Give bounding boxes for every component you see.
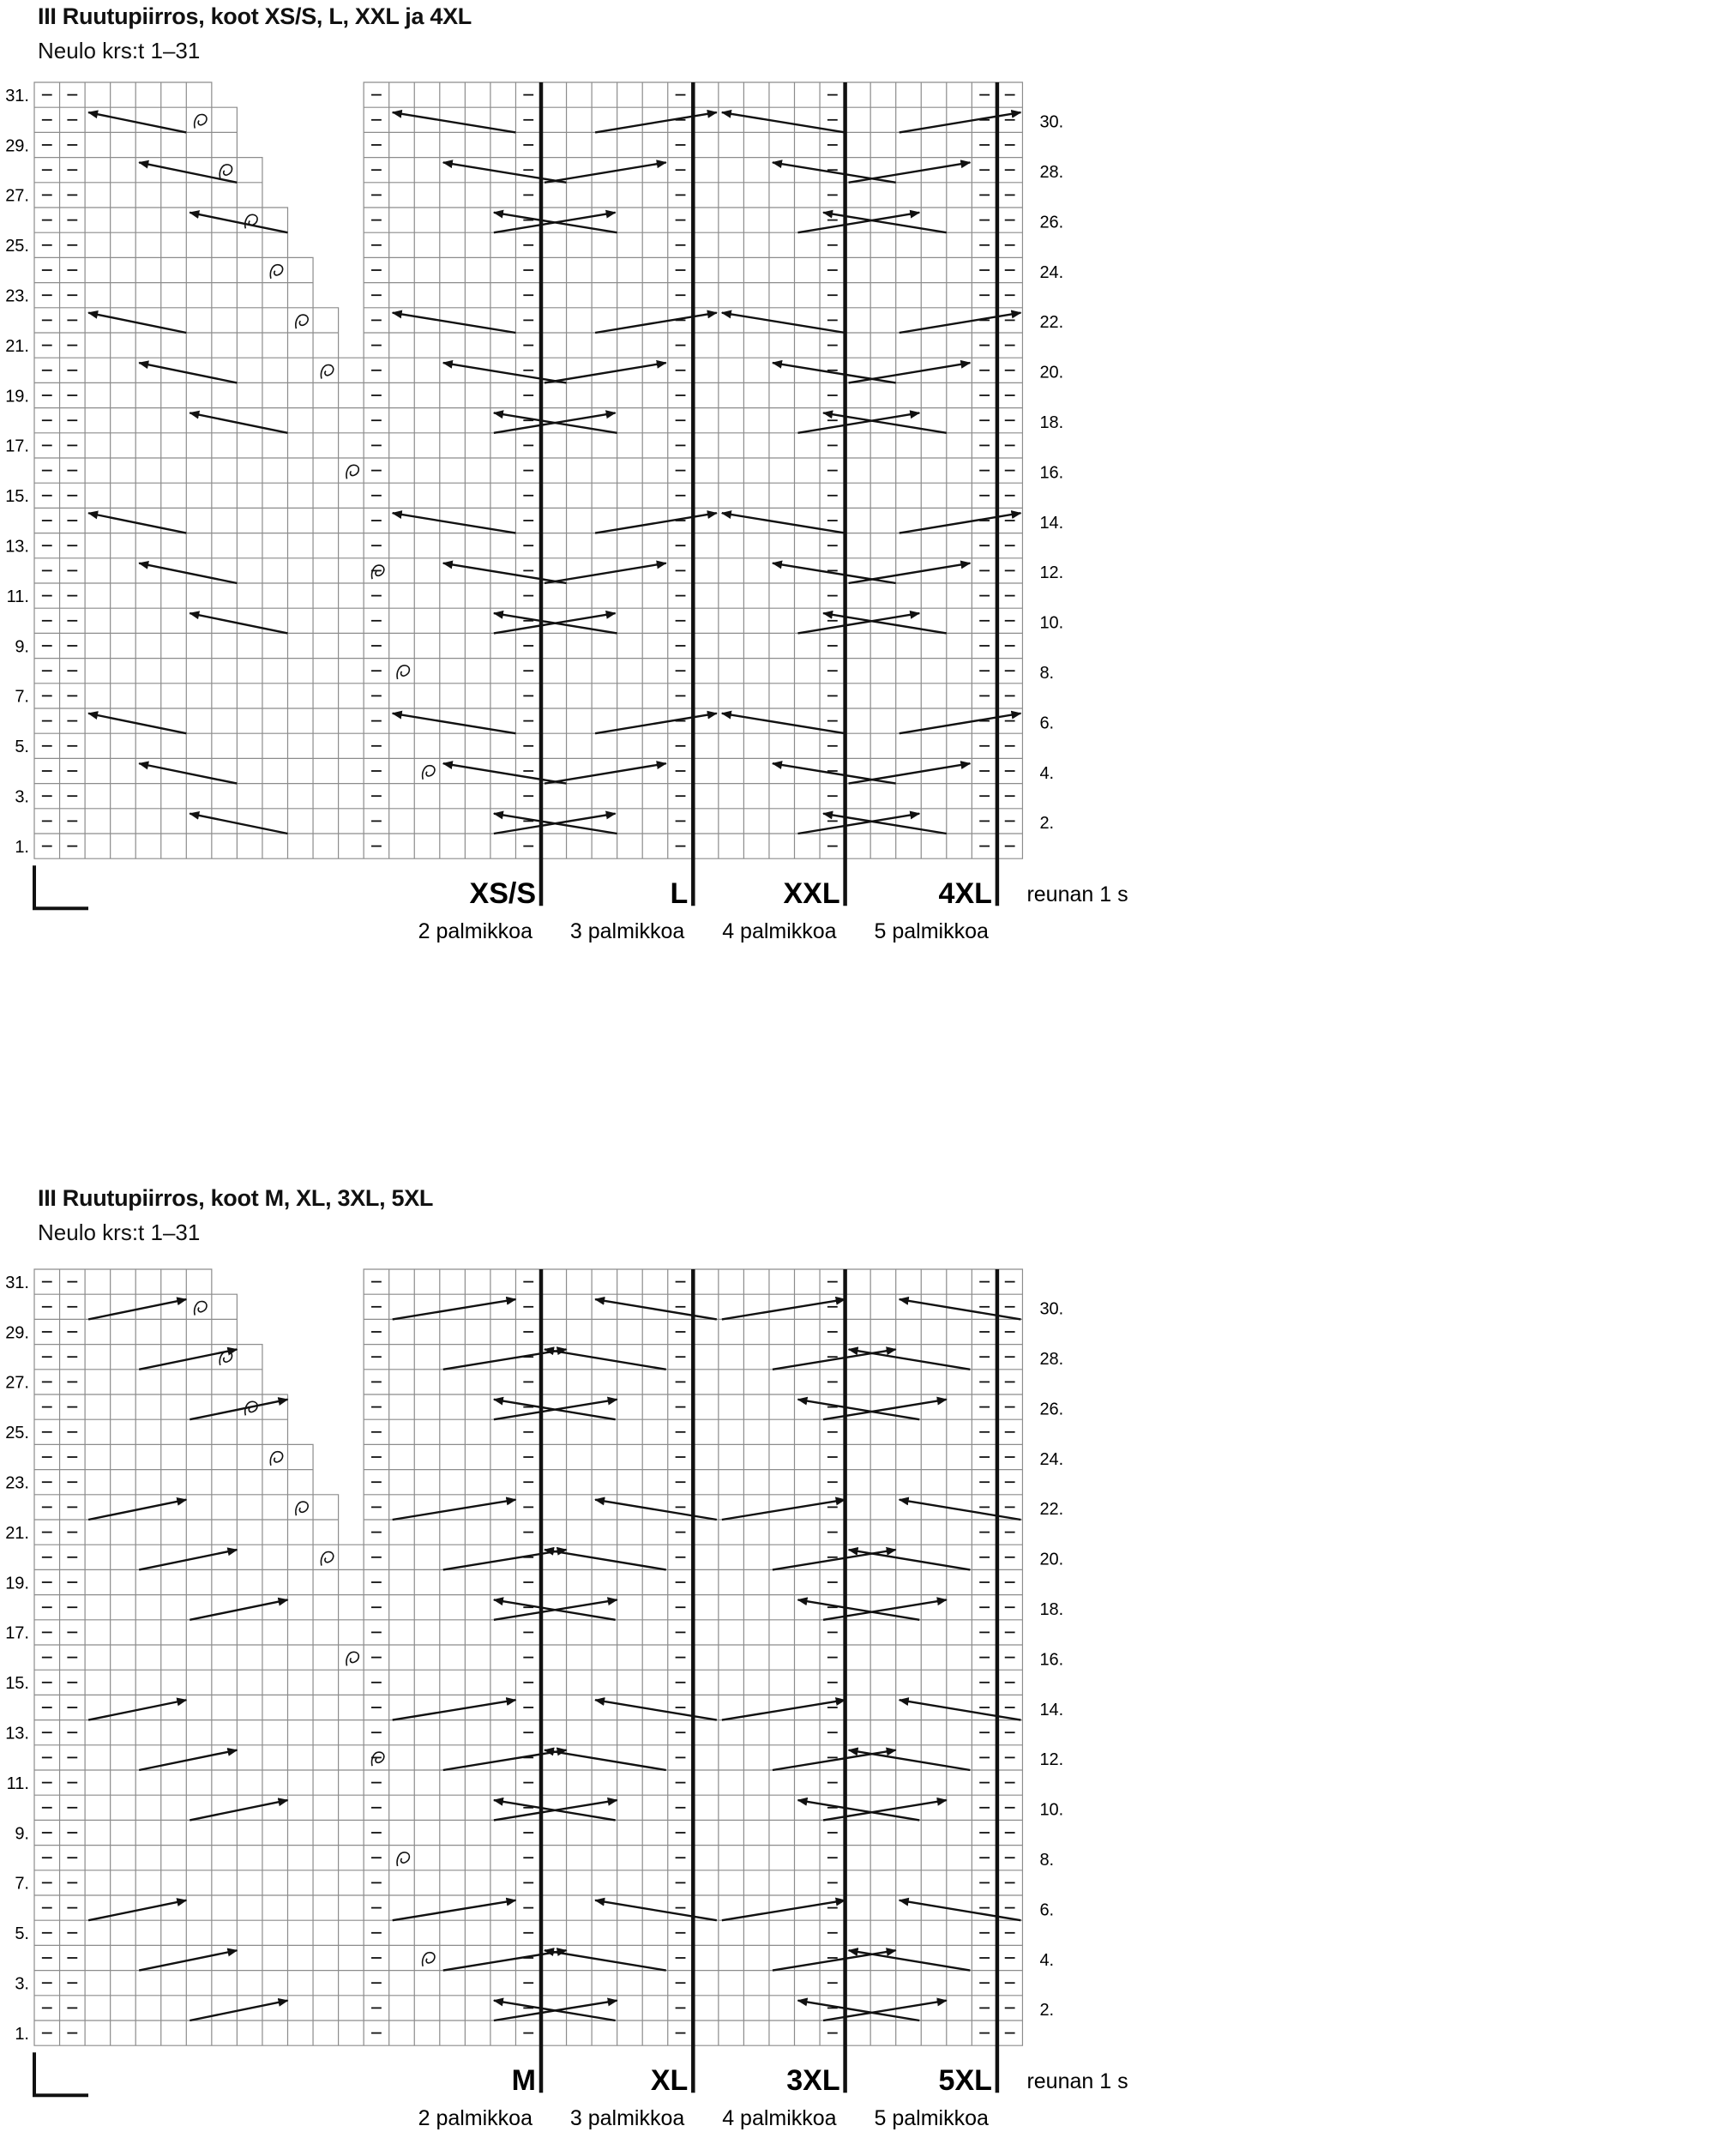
- decrease-loop-icon: [346, 465, 358, 479]
- cable-arrow: [190, 613, 287, 633]
- decrease-loop-icon: [296, 1502, 308, 1515]
- row-label-left: 9.: [15, 637, 29, 657]
- cable-arrow: [900, 1500, 1021, 1520]
- cable-arrow: [443, 162, 567, 182]
- cable-arrow: [443, 563, 567, 583]
- row-label-left: 1.: [15, 2024, 29, 2044]
- row-label-right: 16.: [1039, 463, 1064, 483]
- row-label-right: 30.: [1039, 1299, 1064, 1319]
- cable-arrow: [798, 2001, 920, 2020]
- cable-arrow: [443, 363, 567, 382]
- row-label-right: 8.: [1039, 1850, 1055, 1870]
- cable-arrow: [722, 513, 845, 533]
- cable-arrow: [900, 112, 1021, 132]
- cable-arrow: [823, 1400, 947, 1419]
- cable-arrow: [900, 313, 1021, 333]
- row-label-left: 5.: [15, 738, 29, 757]
- row-label-left: 29.: [5, 1323, 29, 1343]
- cable-arrow: [773, 1750, 896, 1770]
- cable-arrow: [900, 714, 1021, 733]
- cable-arrow: [139, 162, 237, 182]
- cable-arrow: [139, 1950, 237, 1970]
- size-label: 5XL: [938, 2064, 992, 2098]
- braid-count-label: 3 palmikkoa: [569, 919, 685, 944]
- row-label-left: 27.: [5, 186, 29, 206]
- cable-arrow: [722, 1900, 845, 1920]
- cable-arrow: [798, 814, 920, 834]
- size-label: XS/S: [469, 877, 536, 911]
- cable-arrow: [545, 763, 666, 783]
- cable-arrow: [139, 1349, 237, 1369]
- knitting-chart-grid: [0, 1182, 1733, 2156]
- chart-subtitle: Neulo krs:t 1–31: [38, 1220, 201, 1245]
- row-label-left: 25.: [5, 237, 29, 256]
- cable-arrows: [88, 112, 1020, 834]
- cable-arrow: [722, 1700, 845, 1719]
- row-label-right: 26.: [1039, 213, 1064, 232]
- row-label-right: 12.: [1039, 1750, 1064, 1770]
- cable-arrow: [823, 1599, 947, 1619]
- decrease-loop-icon: [195, 1302, 207, 1316]
- row-label-right: 6.: [1039, 1900, 1055, 1920]
- cable-arrow: [88, 1700, 186, 1719]
- cable-arrow: [823, 613, 947, 633]
- cable-arrow: [900, 1700, 1021, 1719]
- row-label-right: 28.: [1039, 1349, 1064, 1369]
- row-label-left: 11.: [6, 1774, 29, 1793]
- cable-arrow: [595, 1900, 717, 1920]
- cable-arrow: [773, 563, 896, 583]
- size-label: 4XL: [938, 877, 992, 911]
- cable-arrow: [773, 1950, 896, 1970]
- cable-arrow: [595, 1500, 717, 1520]
- cable-arrow: [139, 563, 237, 583]
- decrease-loop-icon: [270, 1452, 282, 1466]
- row-label-left: 15.: [5, 1674, 29, 1694]
- row-label-left: 13.: [5, 1724, 29, 1743]
- cable-arrow: [88, 714, 186, 733]
- row-label-right: 4.: [1039, 763, 1055, 783]
- cable-arrow: [595, 313, 717, 333]
- cable-arrow: [545, 363, 666, 382]
- cable-arrow: [545, 563, 666, 583]
- cable-arrow: [393, 513, 516, 533]
- cable-arrow: [595, 1299, 717, 1319]
- cable-arrow: [393, 313, 516, 333]
- row-label-right: 2.: [1039, 2001, 1055, 2020]
- decrease-loop-icon: [220, 165, 232, 178]
- cable-arrow: [773, 162, 896, 182]
- cable-arrow: [88, 1900, 186, 1920]
- corner-bracket: [34, 865, 88, 908]
- row-label-right: 24.: [1039, 1449, 1064, 1469]
- cable-arrow: [595, 513, 717, 533]
- row-label-left: 21.: [5, 336, 29, 356]
- row-label-left: 5.: [15, 1924, 29, 1944]
- braid-count-label: 4 palmikkoa: [722, 2106, 837, 2131]
- decrease-loop-icon: [372, 565, 384, 579]
- cable-arrow: [849, 763, 971, 783]
- cable-arrow: [595, 1700, 717, 1719]
- cable-arrow: [823, 2001, 947, 2020]
- row-label-right: 2.: [1039, 814, 1055, 834]
- cable-arrow: [88, 1500, 186, 1520]
- cable-arrow: [139, 1750, 237, 1770]
- cable-arrow: [139, 363, 237, 382]
- cable-arrow: [393, 1900, 516, 1920]
- decrease-loop-icon: [321, 1552, 333, 1566]
- row-label-left: 31.: [5, 86, 29, 105]
- cable-arrow: [849, 1750, 971, 1770]
- decrease-loop-icon: [372, 1752, 384, 1766]
- row-label-left: 31.: [5, 1273, 29, 1292]
- cable-arrow: [88, 513, 186, 533]
- size-label: XXL: [783, 877, 840, 911]
- cable-arrow: [190, 1800, 287, 1820]
- cable-arrow: [798, 613, 920, 633]
- cable-arrow: [849, 1349, 971, 1369]
- cable-arrow: [88, 313, 186, 333]
- cable-arrow: [823, 814, 947, 834]
- cable-arrow: [443, 1550, 567, 1569]
- braid-count-label: 2 palmikkoa: [418, 919, 533, 944]
- braid-count-label: 4 palmikkoa: [722, 919, 837, 944]
- size-label: L: [670, 877, 689, 911]
- cable-arrow: [722, 1299, 845, 1319]
- row-label-left: 19.: [5, 1574, 29, 1593]
- cable-arrow: [849, 162, 971, 182]
- cable-arrow: [545, 1550, 666, 1569]
- row-label-left: 3.: [15, 1974, 29, 1994]
- row-label-right: 18.: [1039, 413, 1064, 432]
- decrease-symbols: [195, 1302, 435, 1966]
- cable-arrow: [849, 1550, 971, 1569]
- cable-arrow: [88, 1299, 186, 1319]
- row-label-left: 17.: [5, 437, 29, 456]
- row-label-left: 13.: [5, 537, 29, 557]
- cable-arrow: [443, 1950, 567, 1970]
- row-label-right: 14.: [1039, 1700, 1064, 1719]
- edge-stitch-label: reunan 1 s: [1026, 882, 1128, 907]
- cable-arrow: [798, 1800, 920, 1820]
- cable-arrow: [545, 1950, 666, 1970]
- cable-arrow: [443, 1750, 567, 1770]
- cable-arrow: [798, 1400, 920, 1419]
- row-label-right: 16.: [1039, 1650, 1064, 1670]
- cable-arrow: [595, 112, 717, 132]
- cable-arrow: [88, 112, 186, 132]
- cable-arrow: [393, 112, 516, 132]
- cable-arrow: [773, 1349, 896, 1369]
- cable-arrow: [595, 714, 717, 733]
- cable-arrow: [798, 413, 920, 432]
- row-label-right: 28.: [1039, 162, 1064, 182]
- cable-arrow: [823, 1800, 947, 1820]
- cable-arrow: [393, 1700, 516, 1719]
- cable-arrow: [190, 413, 287, 432]
- row-label-right: 24.: [1039, 262, 1064, 282]
- cable-arrow: [900, 1900, 1021, 1920]
- cable-arrow: [443, 1349, 567, 1369]
- row-label-left: 7.: [15, 687, 29, 707]
- knitting-chart-grid: [0, 0, 1733, 978]
- row-label-left: 11.: [6, 587, 29, 606]
- cable-arrow: [722, 714, 845, 733]
- size-label: 3XL: [786, 2064, 840, 2098]
- decrease-loop-icon: [397, 665, 409, 679]
- row-label-right: 26.: [1039, 1400, 1064, 1419]
- row-label-right: 18.: [1039, 1599, 1064, 1619]
- cable-arrow: [545, 1750, 666, 1770]
- cable-arrow: [722, 1500, 845, 1520]
- row-label-right: 30.: [1039, 112, 1064, 132]
- row-label-right: 6.: [1039, 714, 1055, 733]
- cable-arrow: [849, 1950, 971, 1970]
- size-label: M: [511, 2064, 536, 2098]
- row-label-left: 23.: [5, 1473, 29, 1493]
- row-label-left: 3.: [15, 787, 29, 807]
- cable-arrow: [545, 1349, 666, 1369]
- cable-arrow: [190, 1400, 287, 1419]
- cable-arrow: [849, 363, 971, 382]
- cable-arrow: [393, 714, 516, 733]
- cable-arrow: [823, 213, 947, 232]
- cable-arrow: [798, 1599, 920, 1619]
- cable-arrow: [849, 563, 971, 583]
- row-label-left: 19.: [5, 387, 29, 407]
- braid-count-label: 5 palmikkoa: [874, 919, 989, 944]
- cable-arrow: [545, 162, 666, 182]
- cable-arrow: [773, 363, 896, 382]
- row-label-left: 21.: [5, 1523, 29, 1543]
- cable-arrow: [190, 814, 287, 834]
- size-label: XL: [650, 2064, 689, 2098]
- decrease-loop-icon: [423, 1953, 435, 1966]
- row-label-right: 10.: [1039, 613, 1064, 633]
- corner-bracket: [34, 2052, 88, 2095]
- cable-arrow: [190, 2001, 287, 2020]
- cable-arrow: [443, 763, 567, 783]
- braid-count-label: 3 palmikkoa: [569, 2106, 685, 2131]
- cable-arrow: [139, 763, 237, 783]
- cable-arrows: [88, 1299, 1020, 2020]
- row-label-right: 14.: [1039, 513, 1064, 533]
- cable-arrow: [139, 1550, 237, 1569]
- row-label-left: 9.: [15, 1824, 29, 1844]
- cable-arrow: [900, 1299, 1021, 1319]
- decrease-symbols: [195, 115, 435, 780]
- cable-arrow: [190, 213, 287, 232]
- cable-arrow: [798, 213, 920, 232]
- decrease-loop-icon: [195, 115, 207, 129]
- row-label-right: 20.: [1039, 1550, 1064, 1569]
- edge-stitch-label: reunan 1 s: [1026, 2069, 1128, 2094]
- decrease-loop-icon: [397, 1852, 409, 1866]
- cable-arrow: [773, 1550, 896, 1569]
- braid-count-label: 5 palmikkoa: [874, 2106, 989, 2131]
- row-label-right: 22.: [1039, 313, 1064, 333]
- cable-arrow: [190, 1599, 287, 1619]
- decrease-loop-icon: [346, 1652, 358, 1665]
- decrease-loop-icon: [270, 265, 282, 279]
- cable-arrow: [393, 1500, 516, 1520]
- row-label-left: 25.: [5, 1424, 29, 1443]
- row-label-left: 27.: [5, 1373, 29, 1393]
- cable-arrow: [823, 413, 947, 432]
- row-label-left: 15.: [5, 487, 29, 507]
- chart-title: III Ruutupiirros, koot XS/S, L, XXL ja 4XL: [38, 3, 472, 29]
- decrease-loop-icon: [423, 766, 435, 780]
- row-label-right: 4.: [1039, 1950, 1055, 1970]
- cable-arrow: [900, 513, 1021, 533]
- cable-arrow: [722, 313, 845, 333]
- row-label-left: 29.: [5, 136, 29, 156]
- chart-subtitle: Neulo krs:t 1–31: [38, 38, 201, 63]
- row-label-right: 22.: [1039, 1500, 1064, 1520]
- row-label-left: 1.: [15, 837, 29, 857]
- row-label-right: 10.: [1039, 1800, 1064, 1820]
- row-label-left: 17.: [5, 1623, 29, 1643]
- row-label-right: 12.: [1039, 563, 1064, 583]
- row-label-right: 8.: [1039, 663, 1055, 683]
- decrease-loop-icon: [321, 365, 333, 379]
- cable-arrow: [773, 763, 896, 783]
- cable-arrow: [722, 112, 845, 132]
- chart-title: III Ruutupiirros, koot M, XL, 3XL, 5XL: [38, 1185, 434, 1211]
- row-label-left: 7.: [15, 1874, 29, 1894]
- row-label-left: 23.: [5, 286, 29, 306]
- cable-arrow: [393, 1299, 516, 1319]
- decrease-loop-icon: [296, 315, 308, 328]
- braid-count-label: 2 palmikkoa: [418, 2106, 533, 2131]
- row-label-right: 20.: [1039, 363, 1064, 382]
